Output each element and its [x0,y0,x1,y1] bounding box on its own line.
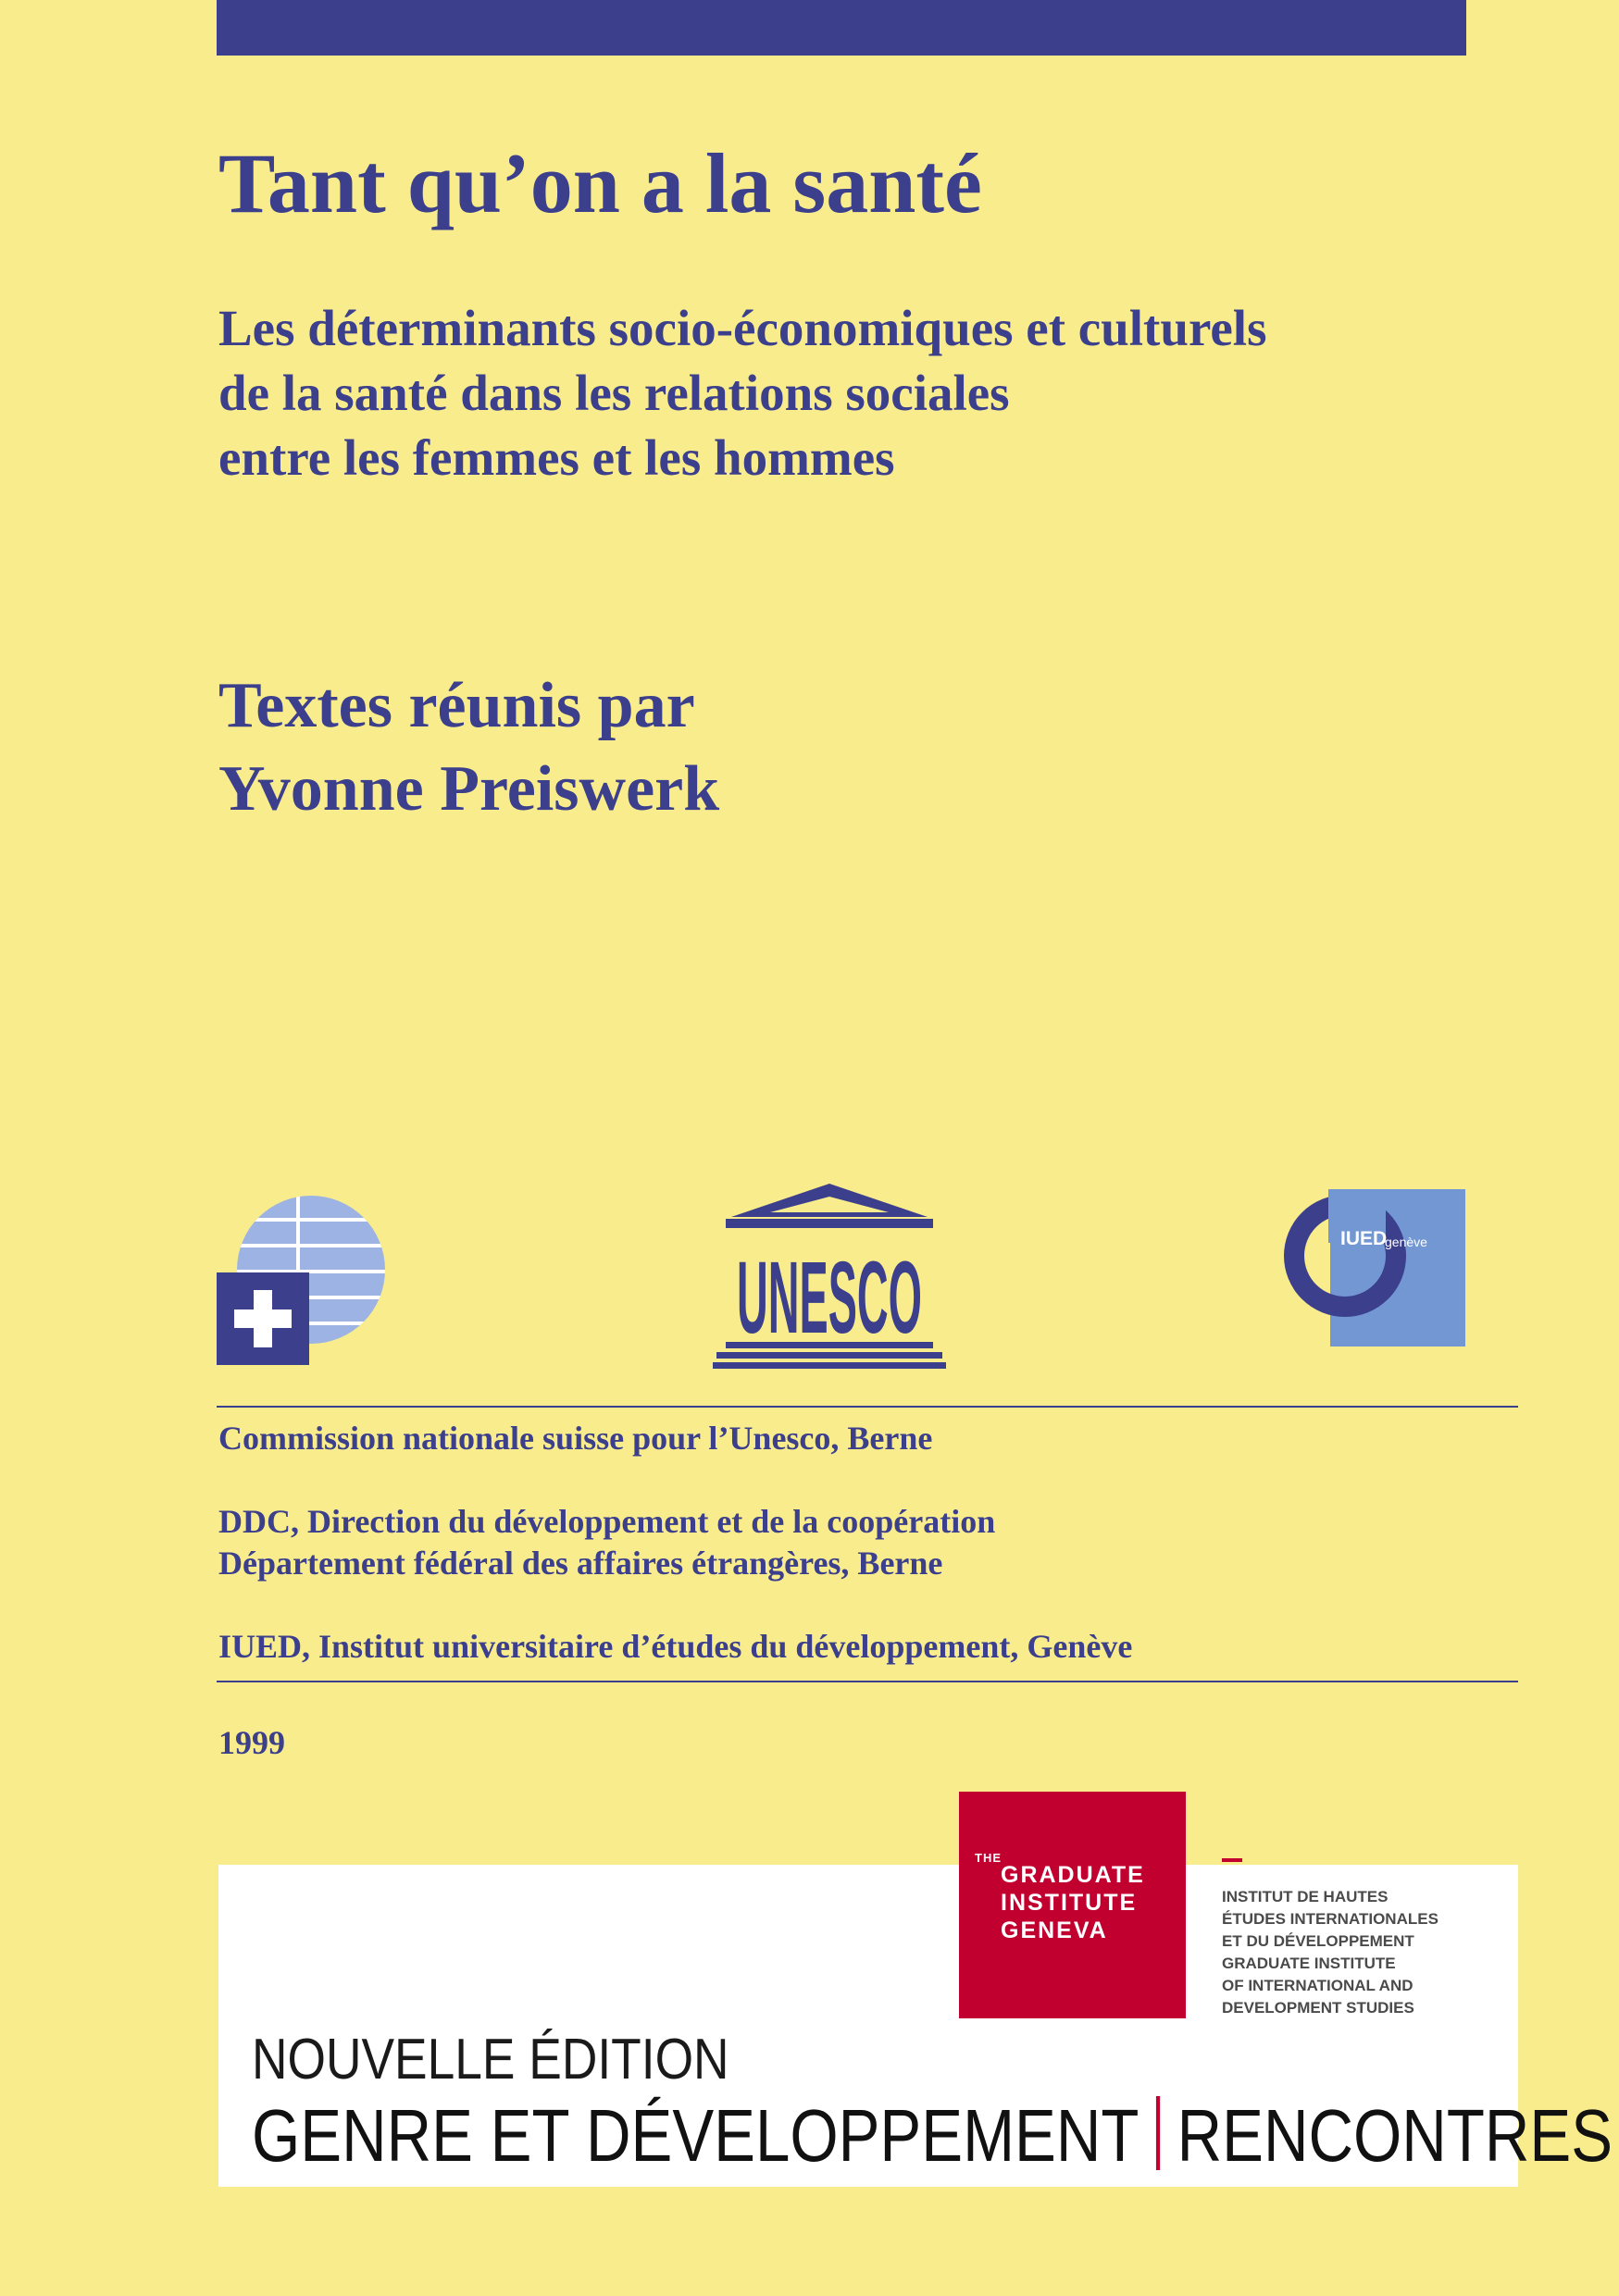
sponsor-line: IUED, Institut universitaire d’études du développement, Genève [218,1628,1133,1665]
book-title: Tant qu’on a la santé [218,136,982,230]
institute-en-line: GRADUATE INSTITUTE [1222,1955,1396,1972]
gi-line: GENEVA [1001,1917,1108,1943]
sponsor-line: Commission nationale suisse pour l’Unesco, Berne [218,1420,933,1457]
editor-block [218,664,719,831]
subtitle-line: de la santé dans les relations sociales [218,365,1010,421]
iued-logo [1285,1189,1465,1347]
unesco-logo [713,1180,946,1370]
red-accent-dash [1222,1858,1242,1862]
top-color-bar [217,0,1466,56]
iued-wordmark: IUED [1340,1228,1388,1249]
editor-name: Yvonne Preiswerk [218,753,720,825]
institute-fr-line: INSTITUT DE HAUTES [1222,1888,1389,1905]
institute-en-line: DEVELOPMENT STUDIES [1222,1999,1414,2017]
series-title [252,2093,1613,2178]
publication-year: 1999 [218,1724,285,1761]
gi-line: GRADUATE [1001,1862,1145,1888]
book-subtitle [218,296,1266,490]
sponsors-list [218,1418,1132,1668]
gi-the: THE [975,1851,1002,1865]
divider-bottom [217,1681,1518,1682]
series-separator [1156,2096,1160,2170]
institute-description [1222,1886,1438,2019]
graduate-institute-logo [959,1792,1186,2018]
unesco-wordmark: UNESCO [737,1241,922,1355]
editor-label: Textes réunis par [218,670,695,741]
edition-label: NOUVELLE ÉDITION [252,2028,729,2091]
divider-top [217,1406,1518,1408]
swiss-cross-globe-icon [217,1194,388,1365]
series-right: RENCONTRES [1177,2094,1613,2177]
iued-city: genève [1385,1235,1427,1249]
subtitle-line: entre les femmes et les hommes [218,429,895,486]
sponsor-line: DDC, Direction du développement et de la coopération [218,1503,996,1540]
institute-en-line: OF INTERNATIONAL AND [1222,1977,1414,1994]
series-left: GENRE ET DÉVELOPPEMENT [252,2094,1140,2177]
gi-line: INSTITUTE [1001,1890,1138,1916]
institute-fr-line: ÉTUDES INTERNATIONALES [1222,1910,1438,1928]
subtitle-line: Les déterminants socio-économiques et culturels [218,300,1267,356]
institute-fr-line: ET DU DÉVELOPPEMENT [1222,1932,1414,1950]
sponsor-line: Département fédéral des affaires étrangères, Berne [218,1545,943,1582]
